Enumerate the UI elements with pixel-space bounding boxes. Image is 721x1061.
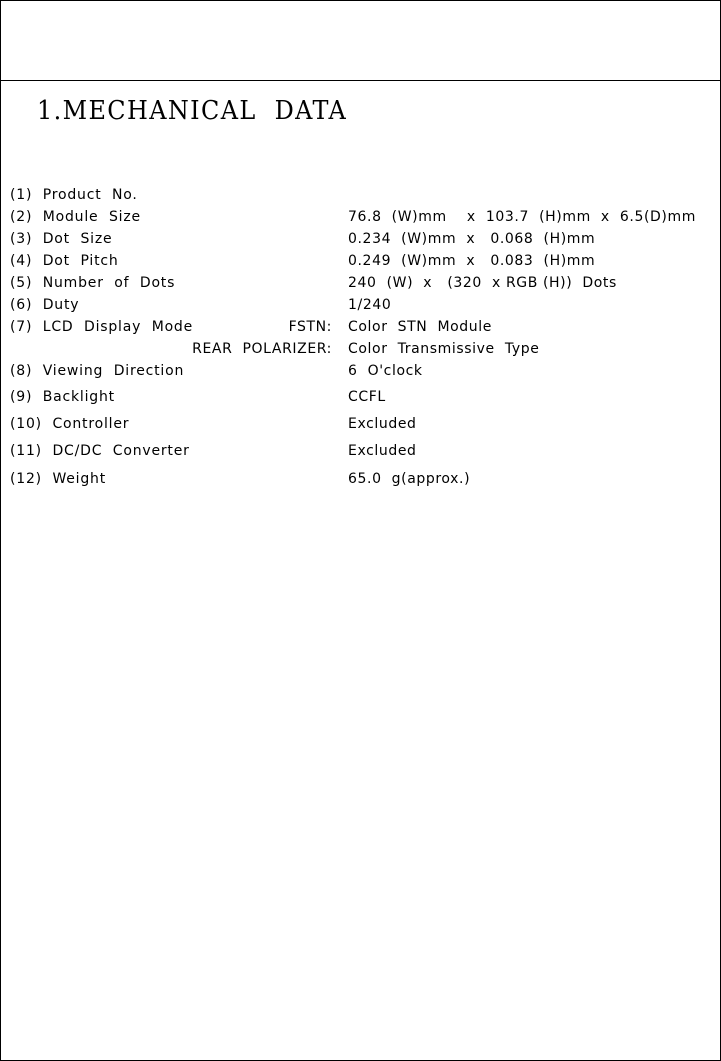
section-title: 1.MECHANICAL DATA xyxy=(37,96,348,126)
spec-row-controller xyxy=(10,414,710,434)
spec-sublabel: FSTN: xyxy=(288,319,332,335)
spec-value: Excluded xyxy=(348,416,417,432)
spec-value: Excluded xyxy=(348,443,417,459)
spec-row-backlight xyxy=(10,387,710,407)
spec-label: (2) Module Size xyxy=(10,209,141,225)
spec-row-dot-size xyxy=(10,229,710,249)
spec-value: CCFL xyxy=(348,389,386,405)
spec-value: 76.8 (W)mm x 103.7 (H)mm x 6.5(D)mm xyxy=(348,209,696,225)
spec-label: (9) Backlight xyxy=(10,389,115,405)
spec-label: (7) LCD Display Mode xyxy=(10,319,194,335)
spec-value: 0.234 (W)mm x 0.068 (H)mm xyxy=(348,231,596,247)
spec-value: Color STN Module xyxy=(348,319,492,335)
spec-label: (8) Viewing Direction xyxy=(10,363,185,379)
spec-row-dc-dc-converter xyxy=(10,441,710,461)
spec-label: (12) Weight xyxy=(10,471,107,487)
spec-label: (10) Controller xyxy=(10,416,130,432)
spec-row-number-of-dots xyxy=(10,273,710,293)
spec-label: (1) Product No. xyxy=(10,187,138,203)
spec-value: 240 (W) x (320 x RGB (H)) Dots xyxy=(348,275,617,291)
spec-label: (4) Dot Pitch xyxy=(10,253,119,269)
spec-row-product-no xyxy=(10,185,710,205)
spec-label: (11) DC/DC Converter xyxy=(10,443,190,459)
spec-row-module-size xyxy=(10,207,710,227)
spec-row-lcd-display-mode xyxy=(10,317,710,337)
spec-label: (6) Duty xyxy=(10,297,80,313)
spec-row-rear-polarizer xyxy=(10,339,710,359)
spec-value: 65.0 g(approx.) xyxy=(348,471,471,487)
spec-value: 1/240 xyxy=(348,297,392,313)
spec-row-weight xyxy=(10,469,710,489)
spec-row-dot-pitch xyxy=(10,251,710,271)
spec-sublabel: REAR POLARIZER: xyxy=(192,341,332,357)
spec-value: 0.249 (W)mm x 0.083 (H)mm xyxy=(348,253,596,269)
spec-value: 6 O'clock xyxy=(348,363,423,379)
spec-label: (5) Number of Dots xyxy=(10,275,176,291)
spec-row-duty xyxy=(10,295,710,315)
spec-value: Color Transmissive Type xyxy=(348,341,540,357)
spec-label: (3) Dot Size xyxy=(10,231,113,247)
spec-row-viewing-direction xyxy=(10,361,710,381)
header-divider xyxy=(0,80,721,81)
